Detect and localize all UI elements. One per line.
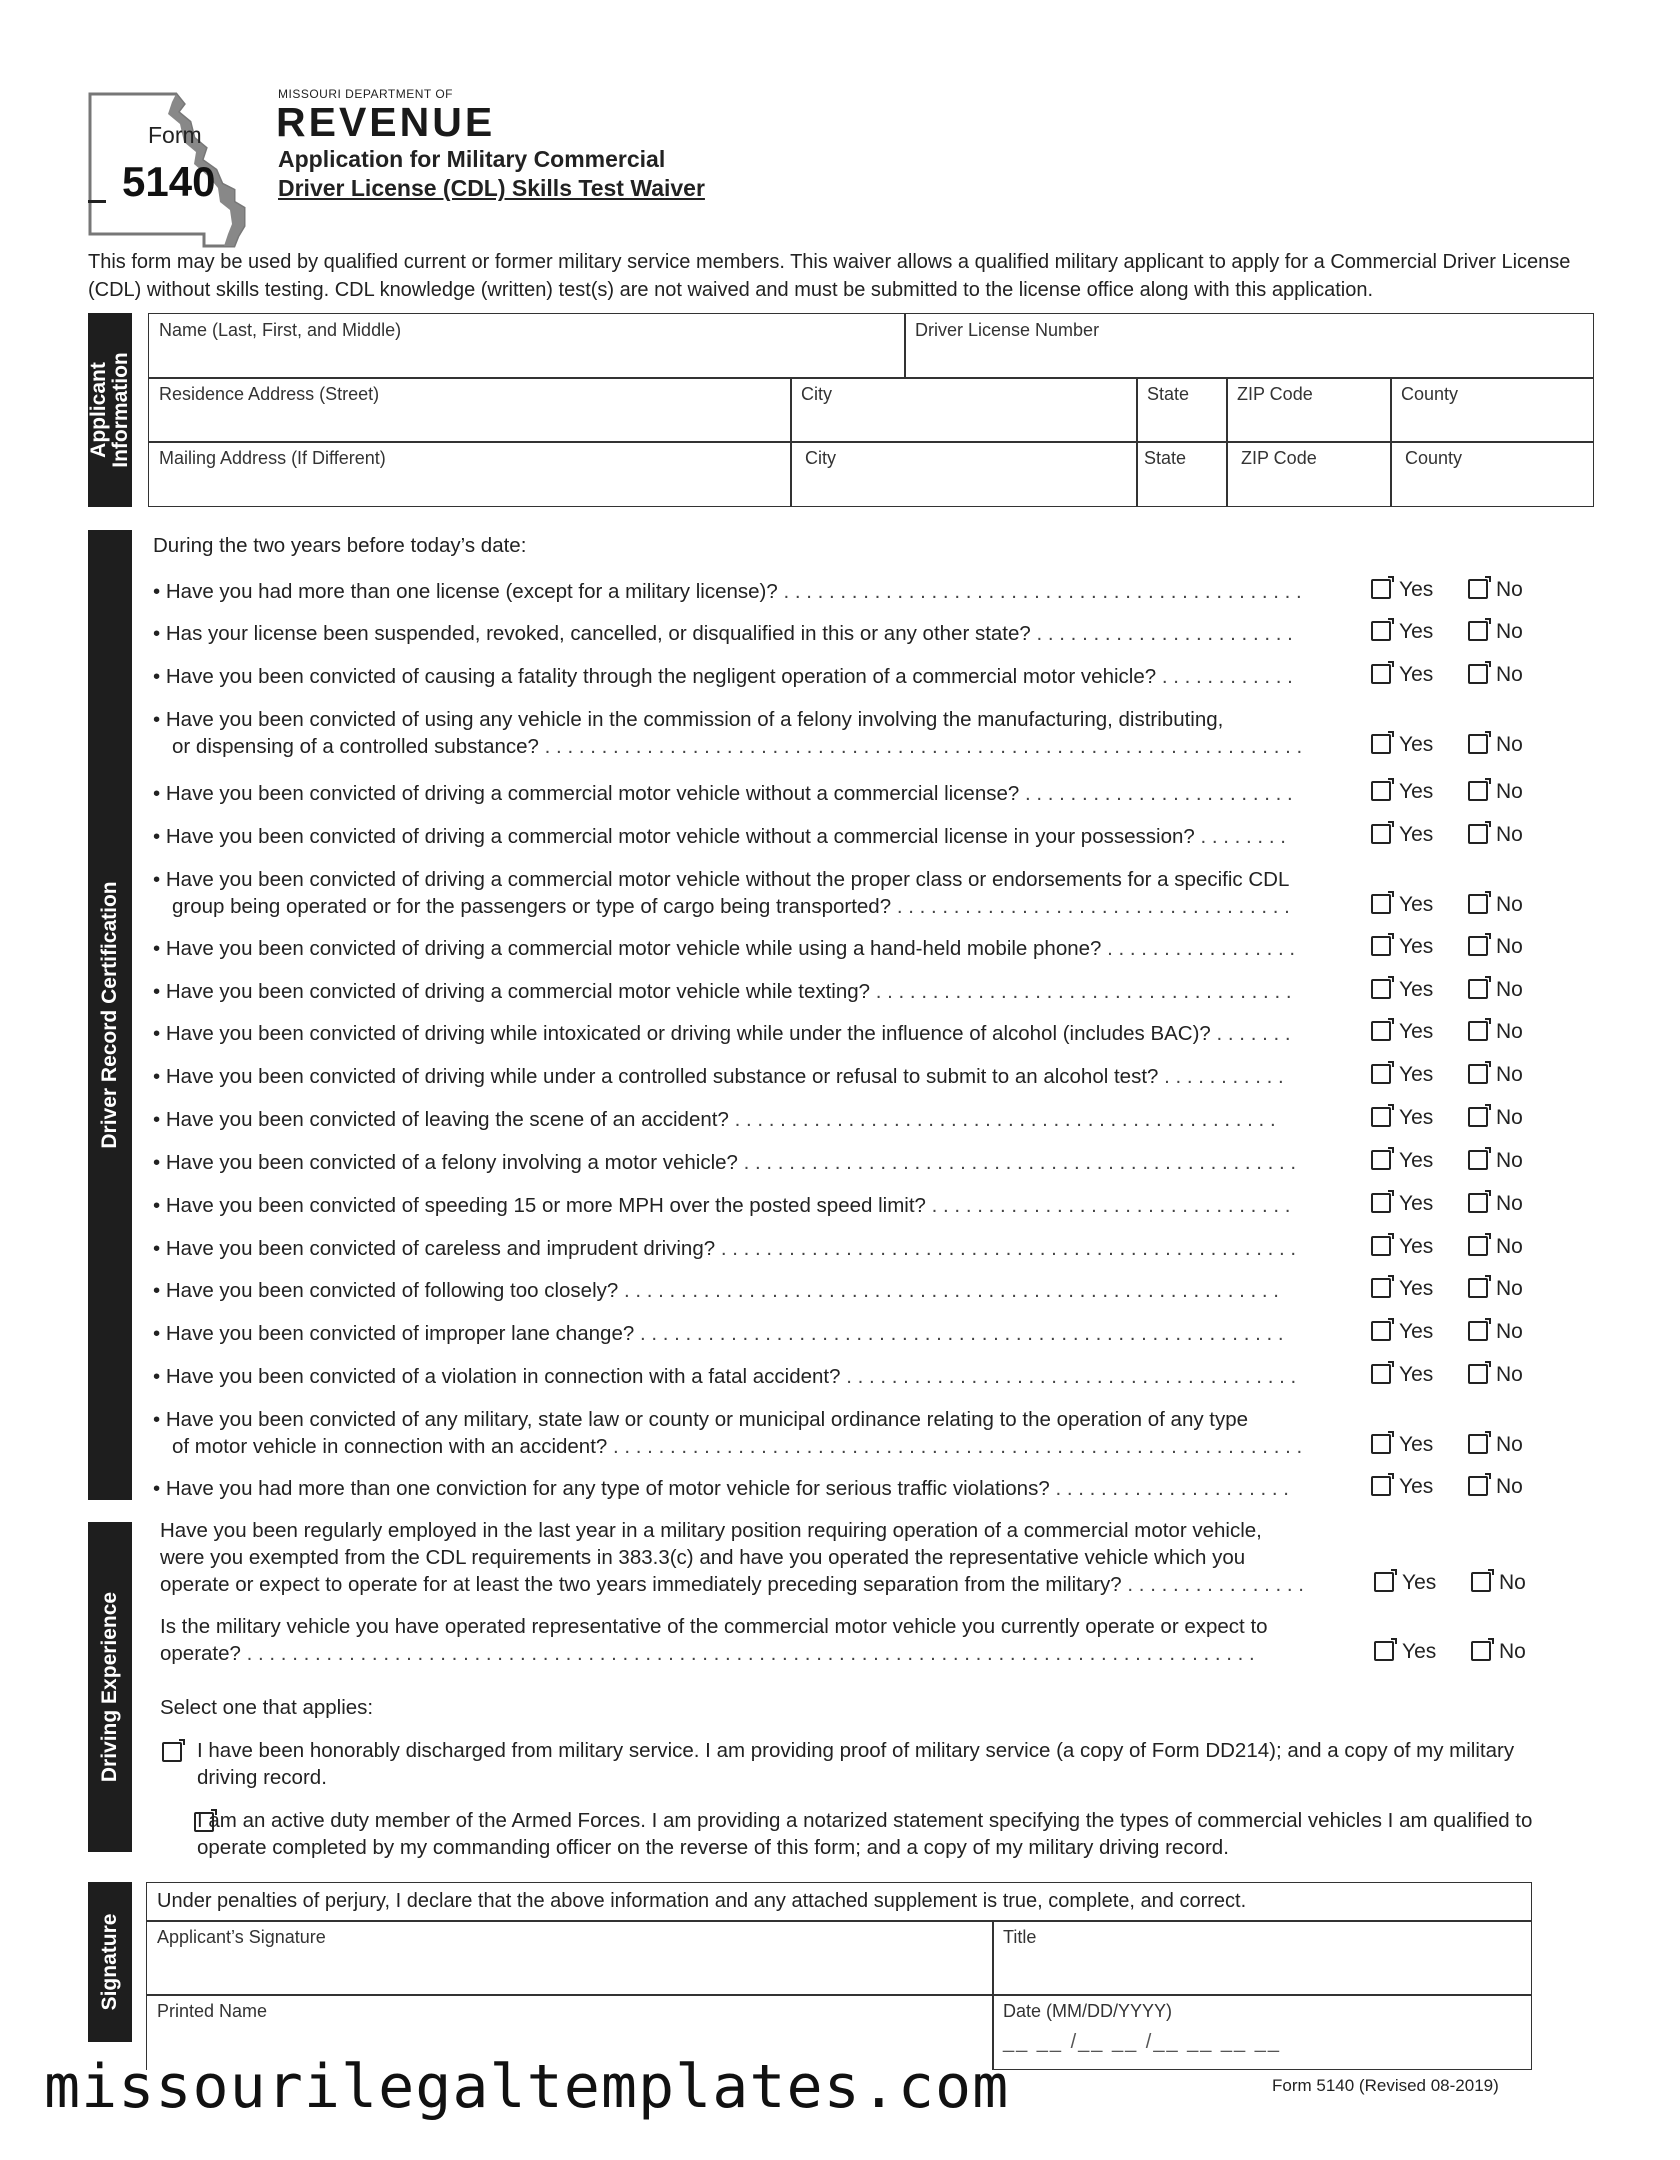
no-option[interactable]: No bbox=[1468, 578, 1523, 602]
section-bar-applicant bbox=[88, 313, 132, 507]
checkbox-icon bbox=[1371, 894, 1391, 914]
no-option[interactable]: No bbox=[1468, 935, 1523, 959]
checkbox-icon bbox=[1468, 1150, 1488, 1170]
question-text: • Have you been convicted of improper lane change? . . . . . . . . . . . . . . . . . . . . . . . . . . . . . . . . . . . . . . . . . . . . . . . . . . . . . . . . . bbox=[153, 1322, 1284, 1345]
no-option[interactable]: No bbox=[1468, 1020, 1523, 1044]
checkbox-icon bbox=[1471, 1572, 1491, 1592]
checkbox-icon bbox=[1468, 579, 1488, 599]
department-name: MISSOURI DEPARTMENT OF bbox=[278, 87, 454, 101]
county-label: County bbox=[1405, 448, 1463, 468]
question-text: • Have you had more than one license (except for a military license)? . . . . . . . . . . . . . . . . . . . . . . . . . . . . . . . . . . . . . . . . . . . . . . bbox=[153, 580, 1302, 603]
checkbox-icon bbox=[1371, 979, 1391, 999]
yes-option[interactable]: Yes bbox=[1371, 1235, 1433, 1259]
form-title-line1: Application for Military Commercial bbox=[278, 146, 666, 172]
applicant-signature-label: Applicant’s Signature bbox=[157, 1927, 326, 1947]
yes-option[interactable]: Yes bbox=[1371, 893, 1433, 917]
checkbox-icon bbox=[1468, 1321, 1488, 1341]
question-text: • Have you been convicted of leaving the scene of an accident? . . . . . . . . . . . . . . . . . . . . . . . . . . . . . . . . . . . . . . . . . . . . . . . . bbox=[153, 1108, 1276, 1131]
section-bar-experience bbox=[88, 1522, 132, 1852]
yes-option[interactable]: Yes bbox=[1371, 1433, 1433, 1457]
experience-q2-line2: operate? . . . . . . . . . . . . . . . . . . . . . . . . . . . . . . . . . . . . . . . . . . . . . . . . . . . . . . . . . . . . . . . . . . . . . . . . . . . . . . . . . . . . . . . . . bbox=[160, 1642, 1255, 1665]
dl-number-field[interactable] bbox=[904, 313, 1594, 379]
experience-q2-line1: Is the military vehicle you have operated representative of the commercial motor vehicle you currently operate or expect to bbox=[160, 1615, 1268, 1638]
no-option[interactable]: No bbox=[1468, 780, 1523, 804]
form-title-line2: Driver License (CDL) Skills Test Waiver bbox=[278, 175, 705, 201]
no-option[interactable]: No bbox=[1468, 1149, 1523, 1173]
mailing-address-field[interactable] bbox=[148, 441, 792, 507]
option-discharged-line2: driving record. bbox=[197, 1766, 327, 1789]
checkbox-icon bbox=[1468, 1107, 1488, 1127]
yes-option[interactable]: Yes bbox=[1371, 663, 1433, 687]
checkbox-icon bbox=[1374, 1641, 1394, 1661]
applicant-signature-field[interactable] bbox=[146, 1920, 994, 1996]
header-dash bbox=[88, 200, 106, 203]
question-text: • Have you been convicted of a felony involving a motor vehicle? . . . . . . . . . . . . . . . . . . . . . . . . . . . . . . . . . . . . . . . . . . . . . . . . . bbox=[153, 1151, 1297, 1174]
yes-option[interactable]: Yes bbox=[1371, 1475, 1433, 1499]
checkbox-icon bbox=[1371, 1321, 1391, 1341]
experience-q1-line1: Have you been regularly employed in the last year in a military position requiring operation of a commercial motor vehicle, bbox=[160, 1519, 1262, 1542]
zip-label: ZIP Code bbox=[1237, 384, 1313, 404]
no-option[interactable]: No bbox=[1468, 1363, 1523, 1387]
intro-text: This form may be used by qualified current or former military service members. This waiver allows a qualified military applicant to apply for a Commercial Driver License (CDL) without skills testing. CDL knowledge (written) test(s) are not waived and must be submitted to the license office along with this application. bbox=[88, 251, 1571, 301]
question-text: • Have you had more than one conviction for any type of motor vehicle for serious traffic violations? . . . . . . . . . . . . . . . . . . . . . bbox=[153, 1477, 1289, 1500]
watermark-url: missourilegaltemplates.com bbox=[44, 2052, 1010, 2122]
checkbox-icon bbox=[1468, 894, 1488, 914]
checkbox-icon bbox=[1468, 936, 1488, 956]
checkbox-icon bbox=[1371, 824, 1391, 844]
mailing-label: Mailing Address (If Different) bbox=[159, 448, 386, 468]
checkbox-icon bbox=[1471, 1641, 1491, 1661]
residence-address-field[interactable] bbox=[148, 377, 792, 443]
yes-option[interactable]: Yes bbox=[1371, 733, 1433, 757]
residence-state-field[interactable] bbox=[1136, 377, 1228, 443]
no-option[interactable]: No bbox=[1468, 1106, 1523, 1130]
checkbox-icon bbox=[1468, 1021, 1488, 1041]
no-option[interactable]: No bbox=[1468, 823, 1523, 847]
experience-q1-line3: operate or expect to operate for at least the two years immediately preceding separation from the military? . . . . . . . . . . . . . . . . bbox=[160, 1573, 1304, 1596]
yes-option[interactable]: Yes bbox=[1371, 620, 1433, 644]
option-active-duty-line1: I am an active duty member of the Armed Forces. I am providing a notarized statement specifying the types of commercial vehicles I am qualified to bbox=[197, 1809, 1533, 1832]
checkbox-icon bbox=[1371, 664, 1391, 684]
question-text: • Have you been convicted of driving while intoxicated or driving while under the influence of alcohol (includes BAC)? . . . . . . . bbox=[153, 1022, 1291, 1045]
printed-name-label: Printed Name bbox=[157, 2001, 268, 2021]
checkbox-icon bbox=[1371, 1193, 1391, 1213]
question-text: • Have you been convicted of speeding 15 or more MPH over the posted speed limit? . . . . . . . . . . . . . . . . . . . . . . . . . . . . . . . . bbox=[153, 1194, 1291, 1217]
mailing-city-field[interactable] bbox=[790, 441, 1138, 507]
mailing-state-field[interactable] bbox=[1136, 441, 1228, 507]
mailing-zip-field[interactable] bbox=[1226, 441, 1392, 507]
checkbox-icon bbox=[1371, 1236, 1391, 1256]
question-text: • Have you been convicted of driving a commercial motor vehicle without a commercial license? . . . . . . . . . . . . . . . . . . . . . . . . bbox=[153, 782, 1293, 805]
residence-zip-field[interactable] bbox=[1226, 377, 1392, 443]
form-word: Form bbox=[148, 122, 202, 148]
checkbox-icon bbox=[1371, 1364, 1391, 1384]
residence-label: Residence Address (Street) bbox=[159, 384, 380, 404]
checkbox-icon bbox=[1371, 734, 1391, 754]
name-field[interactable] bbox=[148, 313, 906, 379]
checkbox-icon bbox=[1468, 1434, 1488, 1454]
yes-option[interactable]: Yes bbox=[1371, 1363, 1433, 1387]
yes-option[interactable]: Yes bbox=[1371, 1320, 1433, 1344]
experience-q1-no[interactable]: No bbox=[1471, 1571, 1526, 1595]
question-text: group being operated or for the passengers or type of cargo being transported? . . . . . . . . . . . . . . . . . . . . . . . . . . . . . . . . . . . bbox=[172, 895, 1290, 918]
question-text: or dispensing of a controlled substance? . . . . . . . . . . . . . . . . . . . . . . . . . . . . . . . . . . . . . . . . . . . . . . . . . . . . . . . . . . . . . . . . . . . bbox=[172, 735, 1303, 758]
city-label: City bbox=[805, 448, 836, 468]
checkbox-icon bbox=[1371, 1064, 1391, 1084]
residence-county-field[interactable] bbox=[1390, 377, 1594, 443]
yes-option[interactable]: Yes bbox=[1371, 978, 1433, 1002]
yes-option[interactable]: Yes bbox=[1371, 578, 1433, 602]
yes-option[interactable]: Yes bbox=[1371, 1063, 1433, 1087]
no-option[interactable]: No bbox=[1468, 1475, 1523, 1499]
checkbox-icon bbox=[1468, 621, 1488, 641]
no-option[interactable]: No bbox=[1468, 1433, 1523, 1457]
checkbox-icon bbox=[1371, 936, 1391, 956]
select-one-text: Select one that applies: bbox=[160, 1696, 374, 1719]
date-label: Date (MM/DD/YYYY) bbox=[1003, 2001, 1173, 2021]
checkbox-icon bbox=[1371, 781, 1391, 801]
question-text: • Have you been convicted of driving a commercial motor vehicle while texting? . . . . . . . . . . . . . . . . . . . . . . . . . . . . . . . . . . . . . bbox=[153, 980, 1292, 1003]
checkbox-icon bbox=[1371, 621, 1391, 641]
no-option[interactable]: No bbox=[1468, 663, 1523, 687]
name-label: Name (Last, First, and Middle) bbox=[159, 320, 402, 340]
checkbox-icon bbox=[1468, 979, 1488, 999]
checkbox-icon bbox=[1468, 1476, 1488, 1496]
experience-q1-yes[interactable]: Yes bbox=[1374, 1571, 1436, 1595]
section-label-applicant: Applicant Information bbox=[87, 352, 132, 468]
checkbox-icon bbox=[1371, 1476, 1391, 1496]
option-discharged-checkbox[interactable] bbox=[162, 1742, 182, 1762]
title-field[interactable] bbox=[992, 1920, 1532, 1996]
option-active-duty-line2: operate completed by my commanding officer on the reverse of this form; and a copy of my military driving record. bbox=[197, 1836, 1229, 1859]
zip-label: ZIP Code bbox=[1241, 448, 1317, 468]
checkbox-icon bbox=[1468, 1064, 1488, 1084]
yes-option[interactable]: Yes bbox=[1371, 1149, 1433, 1173]
date-blanks: __ __ /__ __ /__ __ __ __ bbox=[1003, 2031, 1281, 2053]
date-field[interactable] bbox=[992, 1994, 1532, 2070]
section-bar-record bbox=[88, 530, 132, 1500]
question-text: of motor vehicle in connection with an accident? . . . . . . . . . . . . . . . . . . . . . . . . . . . . . . . . . . . . . . . . . . . . . . . . . . . . . . . . . . . . . bbox=[172, 1435, 1303, 1458]
county-label: County bbox=[1401, 384, 1459, 404]
question-text: • Have you been convicted of following too closely? . . . . . . . . . . . . . . . . . . . . . . . . . . . . . . . . . . . . . . . . . . . . . . . . . . . . . . . . . . bbox=[153, 1279, 1279, 1302]
form-revision: Form 5140 (Revised 08-2019) bbox=[1272, 2076, 1499, 2095]
checkbox-icon bbox=[1468, 734, 1488, 754]
yes-option[interactable]: Yes bbox=[1371, 1277, 1433, 1301]
question-text: • Have you been convicted of driving a commercial motor vehicle without the proper class or endorsements for a specific CDL bbox=[153, 868, 1290, 891]
yes-option[interactable]: Yes bbox=[1371, 1020, 1433, 1044]
question-text: • Have you been convicted of driving a commercial motor vehicle without a commercial license in your possession? . . . . . . . . bbox=[153, 825, 1286, 848]
question-text: • Have you been convicted of causing a fatality through the negligent operation of a commercial motor vehicle? . . . . . . . . . . . . bbox=[153, 665, 1293, 688]
no-option[interactable]: No bbox=[1468, 1277, 1523, 1301]
mailing-county-field[interactable] bbox=[1390, 441, 1594, 507]
section-label-experience: Driving Experience bbox=[98, 1591, 121, 1783]
checkbox-icon bbox=[1468, 781, 1488, 801]
question-text: • Have you been convicted of using any vehicle in the commission of a felony involving the manufacturing, distributing, bbox=[153, 708, 1224, 731]
question-text: • Have you been convicted of any military, state law or county or municipal ordinance relating to the operation of any type bbox=[153, 1408, 1249, 1431]
checkbox-icon bbox=[1371, 579, 1391, 599]
question-text: • Have you been convicted of driving while under a controlled substance or refusal to submit to an alcohol test? . . . . . . . . . . . bbox=[153, 1065, 1284, 1088]
checkbox-icon bbox=[1371, 1278, 1391, 1298]
checkbox-icon bbox=[1468, 1236, 1488, 1256]
record-lead-text: During the two years before today’s date: bbox=[153, 534, 527, 557]
checkbox-icon bbox=[1468, 1278, 1488, 1298]
yes-option[interactable]: Yes bbox=[1371, 1192, 1433, 1216]
form-number: 5140 bbox=[122, 158, 216, 205]
agency-logo-text: REVENUE bbox=[276, 99, 496, 145]
checkbox-icon bbox=[1371, 1434, 1391, 1454]
no-option[interactable]: No bbox=[1468, 620, 1523, 644]
no-option[interactable]: No bbox=[1468, 1063, 1523, 1087]
checkbox-icon bbox=[1468, 1364, 1488, 1384]
title-label: Title bbox=[1003, 1927, 1037, 1947]
option-discharged-line1: I have been honorably discharged from military service. I am providing proof of military service (a copy of Form DD214); and a copy of my military bbox=[197, 1739, 1515, 1762]
yes-option[interactable]: Yes bbox=[1371, 1106, 1433, 1130]
state-label: State bbox=[1144, 448, 1187, 468]
question-text: • Have you been convicted of careless and imprudent driving? . . . . . . . . . . . . . . . . . . . . . . . . . . . . . . . . . . . . . . . . . . . . . . . . . . . bbox=[153, 1237, 1297, 1260]
checkbox-icon bbox=[1468, 664, 1488, 684]
perjury-statement: Under penalties of perjury, I declare that the above information and any attached supplement is true, complete, and correct. bbox=[146, 1882, 1532, 1922]
dl-number-label: Driver License Number bbox=[915, 320, 1100, 340]
checkbox-icon bbox=[1371, 1150, 1391, 1170]
no-option[interactable]: No bbox=[1468, 978, 1523, 1002]
residence-city-field[interactable] bbox=[790, 377, 1138, 443]
question-text: • Have you been convicted of driving a commercial motor vehicle while using a hand-held mobile phone? . . . . . . . . . . . . . . . . . bbox=[153, 937, 1296, 960]
city-label: City bbox=[801, 384, 832, 404]
question-text: • Have you been convicted of a violation in connection with a fatal accident? . . . . . . . . . . . . . . . . . . . . . . . . . . . . . . . . . . . . . . . . bbox=[153, 1365, 1297, 1388]
yes-option[interactable]: Yes bbox=[1371, 935, 1433, 959]
checkbox-icon bbox=[1468, 1193, 1488, 1213]
no-option[interactable]: No bbox=[1468, 1320, 1523, 1344]
checkbox-icon bbox=[1371, 1021, 1391, 1041]
experience-q2-no[interactable]: No bbox=[1471, 1640, 1526, 1664]
section-label-record: Driver Record Certification bbox=[98, 881, 121, 1149]
yes-option[interactable]: Yes bbox=[1371, 780, 1433, 804]
section-bar-signature bbox=[88, 1882, 132, 2042]
question-text: • Has your license been suspended, revoked, cancelled, or disqualified in this or any other state? . . . . . . . . . . . . . . . . . . . . . . . bbox=[153, 622, 1293, 645]
checkbox-icon bbox=[1468, 824, 1488, 844]
no-option[interactable]: No bbox=[1468, 1192, 1523, 1216]
checkbox-icon bbox=[1374, 1572, 1394, 1592]
experience-q2-yes[interactable]: Yes bbox=[1374, 1640, 1436, 1664]
checkbox-icon bbox=[1371, 1107, 1391, 1127]
yes-option[interactable]: Yes bbox=[1371, 823, 1433, 847]
experience-q1-line2: were you exempted from the CDL requirements in 383.3(c) and have you operated the representative vehicle which you bbox=[160, 1546, 1246, 1569]
no-option[interactable]: No bbox=[1468, 893, 1523, 917]
section-label-signature: Signature bbox=[98, 1913, 121, 2011]
state-label: State bbox=[1147, 384, 1190, 404]
no-option[interactable]: No bbox=[1468, 1235, 1523, 1259]
no-option[interactable]: No bbox=[1468, 733, 1523, 757]
